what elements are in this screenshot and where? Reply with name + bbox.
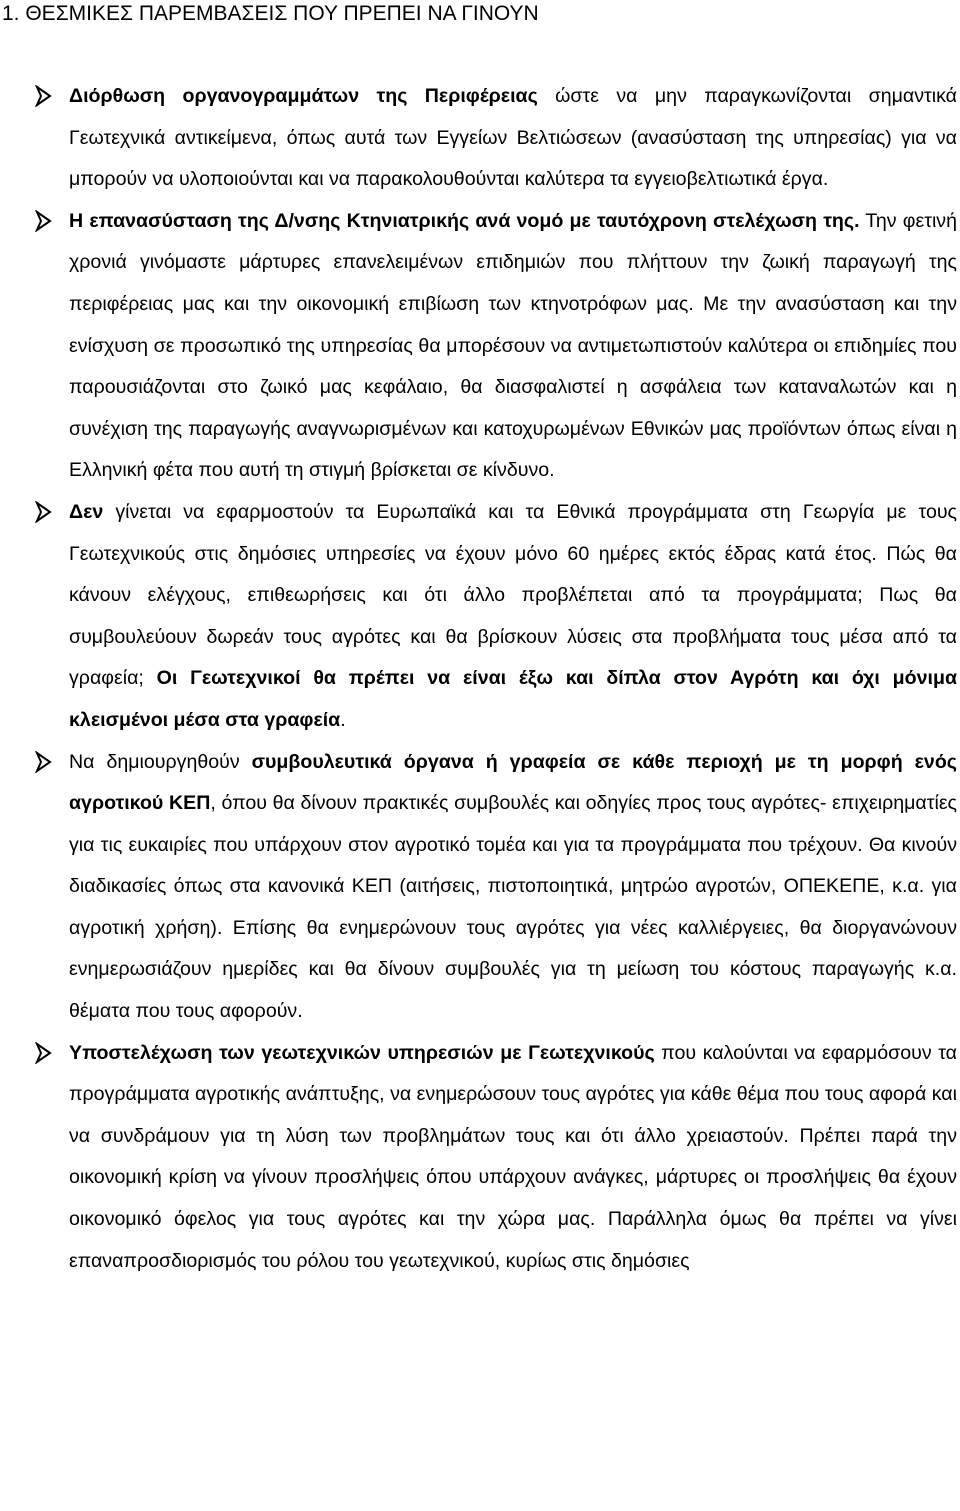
item-text-end: . (340, 708, 346, 731)
list-item (0, 742, 960, 1033)
arrow-bullet-icon (35, 1042, 53, 1064)
arrow-bullet-icon (35, 210, 53, 232)
item-emphasis: Δεν (69, 500, 104, 523)
section-heading: 1. ΘΕΣΜΙΚΕΣ ΠΑΡΕΜΒΑΣΕΙΣ ΠΟΥ ΠΡΕΠΕΙ ΝΑ ΓΙΝΟΥΝ (2, 2, 539, 25)
item-emphasis-secondary: Οι Γεωτεχνικοί θα πρέπει να είναι έξω και δίπλα στον Αγρότη και όχι μόνιμα κλεισμένοι μέσα στα γραφεία (69, 667, 957, 731)
item-emphasis: Η επανασύσταση της Δ/νσης Κτηνιατρικής ανά νομό με ταυτόχρονη στελέχωση της. (69, 209, 860, 232)
item-text: Την φετινή χρονιά γινόμαστε μάρτυρες επανελειμένων επιδημιών που πλήττουν την ζωική παραγωγή της περιφέρειας μας και την οικονομική επιβίωση των κτηνοτρόφων μας. Με την ανασύσταση και την ενίσχυση σε προσωπικό της υπηρεσίας θα μπορέσουν να αντιμετωπιστούν καλύτερα οι επιδημίες που παρουσιάζονται στο ζωικό μας κεφάλαιο, θα διασφαλιστεί η ασφάλεια των καταναλωτών και η συνέχιση της παραγωγής αναγνωρισμένων και κατοχυρωμένων Εθνικών μας προϊόντων όπως είναι η Ελληνική φέτα που αυτή τη στιγμή βρίσκεται σε κίνδυνο. (69, 209, 957, 482)
list-item (0, 1033, 960, 1283)
list-item (0, 492, 960, 742)
arrow-bullet-icon (35, 751, 53, 773)
item-text: , όπου θα δίνουν πρακτικές συμβουλές και οδηγίες προς τους αγρότες- επιχειρηματίες για τις ευκαιρίες που υπάρχουν στον αγροτικό τομέα και για τα προγράμματα που τρέχουν. Θα κινούν διαδικασίες όπως στα κανονικά ΚΕΠ (αιτήσεις, πιστοποιητικά, μητρώο αγροτών, ΟΠΕΚΕΠΕ, κ.α. για αγροτική χρήση). Επίσης θα ενημερώνουν τους αγρότες για νέες καλλιέργειες, θα διοργανώνουν ενημερωσιάζουν ημερίδες και θα δίνουν συμβουλές για τη μείωση του κόστους παραγωγής κ.α. θέματα που τους αφορούν. (69, 792, 957, 1023)
item-text-start: Να δημιουργηθούν (69, 750, 252, 773)
item-text: που καλούνται να εφαρμόσουν τα προγράμματα αγροτικής ανάπτυξης, να ενημερώσουν τους αγρότες για κάθε θέμα που τους αφορά και να συνδράμουν για τη λύση των προβλημάτων τους και ότι άλλο χρειαστούν. Πρέπει παρά την οικονομική κρίση να γίνουν προσλήψεις όπου υπάρχουν ανάγκες, μάρτυρες οι προσλήψεις θα έχουν οικονομικό όφελος για τους αγρότες και την χώρα μας. Παράλληλα όμως θα πρέπει να γίνει επαναπροσδιορισμός του ρόλου του γεωτεχνικού, κυρίως στις δημόσιες (69, 1041, 958, 1272)
item-text: γίνεται να εφαρμοστούν τα Ευρωπαϊκά και τα Εθνικά προγράμματα στη Γεωργία με τους Γεωτεχνικούς στις δημόσιες υπηρεσίες να έχουν μόνο 60 ημέρες εκτός έδρας κατά έτος. Πώς θα κάνουν ελέγχους, επιθεωρήσεις και ότι άλλο προβλέπεται από τα προγράμματα; Πως θα συμβουλεύουν δωρεάν τους αγρότες και θα βρίσκουν λύσεις στα προβλήματα τους μέσα από τα γραφεία; (69, 500, 957, 690)
arrow-bullet-icon (35, 85, 53, 107)
item-emphasis: Διόρθωση οργανογραμμάτων της Περιφέρειας (69, 85, 538, 107)
list-item (0, 76, 960, 201)
list-item (0, 201, 960, 492)
arrow-bullet-icon (35, 501, 53, 523)
item-text: ώστε να μην παραγκωνίζονται σημαντικά Γεωτεχνικά αντικείμενα, όπως αυτά των Εγγείων Βελτιώσεων (ανασύσταση της υπηρεσίας) για να μπορούν να υλοποιούνται και να παρακολουθούνται καλύτερα τα εγγειοβελτιωτικά έργα. (69, 85, 957, 191)
item-emphasis: συμβουλευτικά όργανα ή γραφεία σε κάθε περιοχή με τη μορφή ενός αγροτικού ΚΕΠ (69, 750, 957, 815)
item-emphasis: Υποστελέχωση των γεωτεχνικών υπηρεσιών με Γεωτεχνικούς (69, 1041, 655, 1064)
bullet-list (0, 76, 960, 1282)
